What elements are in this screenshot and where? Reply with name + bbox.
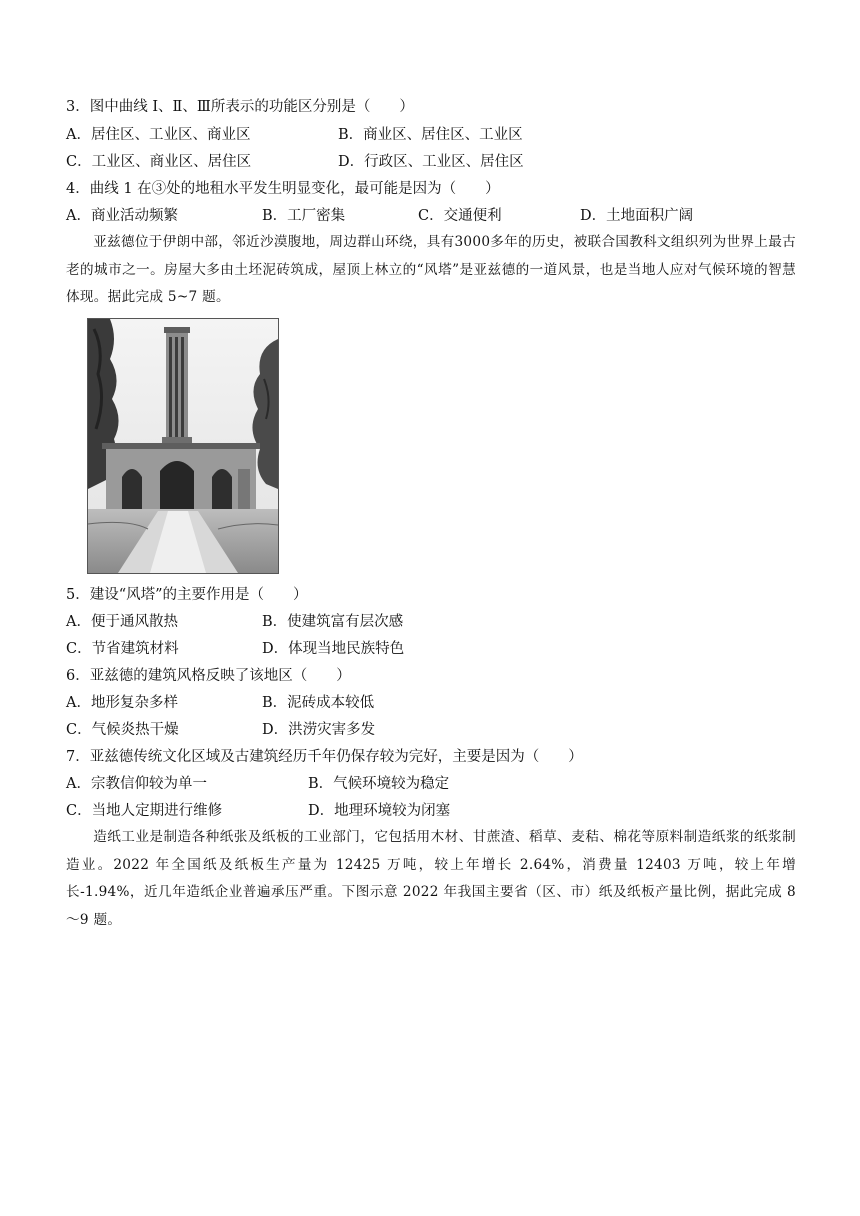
question-3-stem: 3．图中曲线 I、Ⅱ、Ⅲ所表示的功能区分别是（ ） [66,99,414,115]
question-6-option-b: B．泥砖成本较低 [262,695,375,711]
question-6-option-a: A．地形复杂多样 [66,695,178,711]
question-3-option-b: B．商业区、居住区、工业区 [338,127,523,143]
question-5-option-d: D．体现当地民族特色 [262,641,405,657]
passage-paper-industry: 造纸工业是制造各种纸张及纸板的工业部门，它包括用木材、甘蔗渣、稻草、麦秸、棉花等原料制造纸浆的纸浆制造业。2022 年全国纸及纸板生产量为 12425 万吨，较上年增长 2.64%，消费量 12403 万吨，较上年增长-1.94%，近几年造纸企业普遍承压严重。下图示意 2022 年我国主要省（区、市）纸及纸板产量比例，据此完成 8～9 题。 [66,829,796,928]
question-7-option-b: B．气候环境较为稳定 [308,776,450,792]
question-5-option-c: C．节省建筑材料 [66,641,179,657]
question-7-option-d: D．地理环境较为闭塞 [308,803,451,819]
question-3-option-d: D．行政区、工业区、居住区 [338,154,524,170]
question-5-option-a: A．便于通风散热 [66,614,178,630]
question-4-option-b: B．工厂密集 [262,208,346,224]
question-5-stem: 5．建设“风塔”的主要作用是（ ） [66,587,308,603]
wind-tower-photo [87,318,279,574]
question-6-option-d: D．洪涝灾害多发 [262,722,376,738]
question-3-option-a: A．居住区、工业区、商业区 [66,127,251,143]
question-3-option-c: C．工业区、商业区、居住区 [66,154,252,170]
question-4-option-a: A．商业活动频繁 [66,208,178,224]
question-4-option-d: D．土地面积广阔 [580,208,694,224]
question-6-option-c: C．气候炎热干燥 [66,722,179,738]
question-7-option-c: C．当地人定期进行维修 [66,803,223,819]
question-4-option-c: C．交通便利 [418,208,502,224]
question-7-option-a: A．宗教信仰较为单一 [66,776,207,792]
wind-tower-illustration [88,319,278,573]
passage-yazd: 亚兹德位于伊朗中部，邻近沙漠腹地，周边群山环绕，具有3000多年的历史，被联合国教科文组织列为世界上最古老的城市之一。房屋大多由土坯泥砖筑成，屋顶上林立的“风塔”是亚兹德的一道风景，也是当地人应对气候环境的智慧体现。据此完成 5~7 题。 [66,234,796,305]
question-6-stem: 6．亚兹德的建筑风格反映了该地区（ ） [66,668,351,684]
question-4-stem: 4．曲线 1 在③处的地租水平发生明显变化，最可能是因为（ ） [66,181,500,197]
question-5-option-b: B．使建筑富有层次感 [262,614,404,630]
question-7-stem: 7．亚兹德传统文化区域及古建筑经历千年仍保存较为完好，主要是因为（ ） [66,749,583,765]
